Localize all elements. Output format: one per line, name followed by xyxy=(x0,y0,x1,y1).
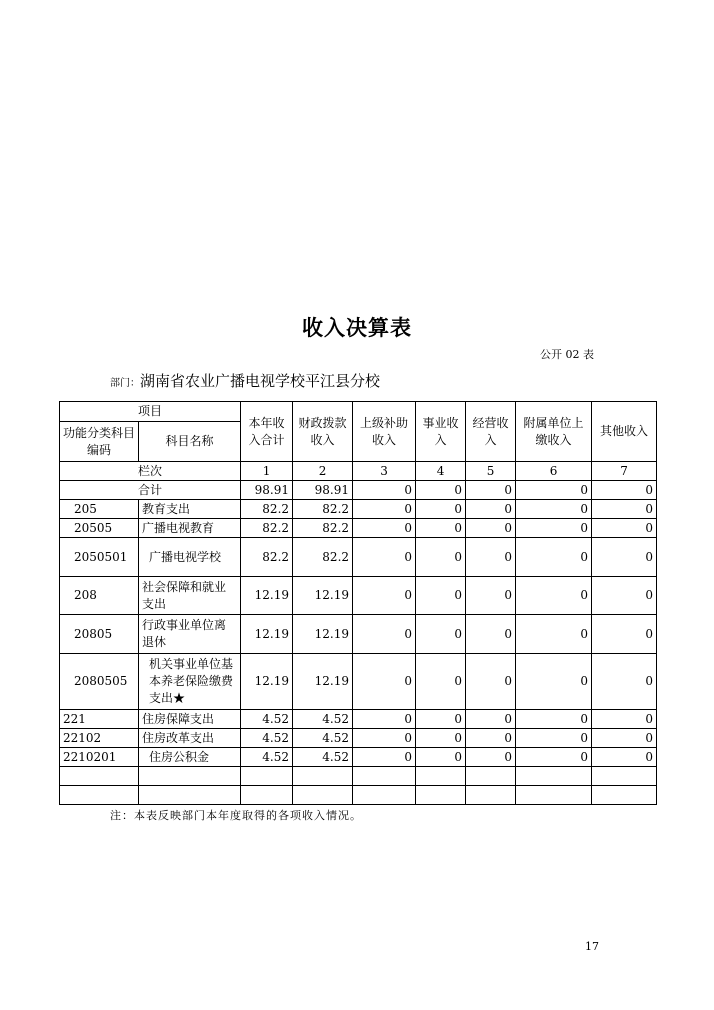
row-value: 0 xyxy=(353,710,416,729)
empty-cell xyxy=(466,767,516,786)
column-number: 3 xyxy=(353,462,416,481)
row-value: 0 xyxy=(416,519,466,538)
header-fiscal: 财政拨款收入 xyxy=(293,402,353,462)
empty-cell xyxy=(466,786,516,805)
header-total: 本年收入合计 xyxy=(241,402,293,462)
table-row xyxy=(60,654,657,710)
table-row xyxy=(60,500,657,519)
row-value: 0 xyxy=(592,577,657,615)
row-value: 4.52 xyxy=(293,748,353,767)
row-code: 2080505 xyxy=(60,654,139,710)
row-value: 0 xyxy=(516,500,592,519)
empty-cell xyxy=(516,767,592,786)
row-value: 12.19 xyxy=(293,654,353,710)
table-row xyxy=(60,538,657,577)
row-value: 0 xyxy=(592,710,657,729)
row-value: 0 xyxy=(516,654,592,710)
header-superior: 上级补助收入 xyxy=(353,402,416,462)
empty-cell xyxy=(139,786,241,805)
row-name: 广播电视学校 xyxy=(139,538,241,577)
income-table xyxy=(59,401,657,805)
empty-row xyxy=(60,786,657,805)
row-value: 0 xyxy=(466,710,516,729)
sum-label: 合计 xyxy=(60,481,241,500)
row-value: 0 xyxy=(466,654,516,710)
empty-cell xyxy=(60,786,139,805)
row-value: 0 xyxy=(516,519,592,538)
header-code: 功能分类科目编码 xyxy=(60,422,139,462)
header-operating: 经营收入 xyxy=(466,402,516,462)
sum-value: 0 xyxy=(353,481,416,500)
row-value: 0 xyxy=(592,615,657,654)
table-row xyxy=(60,577,657,615)
empty-cell xyxy=(592,767,657,786)
row-value: 82.2 xyxy=(293,538,353,577)
row-name: 社会保障和就业支出 xyxy=(139,577,241,615)
header-business: 事业收入 xyxy=(416,402,466,462)
row-value: 4.52 xyxy=(241,710,293,729)
department-label: 部门： xyxy=(110,378,140,389)
row-value: 0 xyxy=(516,748,592,767)
row-code: 208 xyxy=(60,577,139,615)
row-value: 0 xyxy=(353,729,416,748)
row-value: 12.19 xyxy=(241,654,293,710)
row-value: 0 xyxy=(416,615,466,654)
column-number: 6 xyxy=(516,462,592,481)
header-other: 其他收入 xyxy=(592,402,657,462)
column-number-row xyxy=(60,462,657,481)
row-value: 0 xyxy=(466,538,516,577)
row-value: 0 xyxy=(353,654,416,710)
row-value: 0 xyxy=(466,577,516,615)
table-row xyxy=(60,519,657,538)
empty-cell xyxy=(416,786,466,805)
sum-value: 98.91 xyxy=(293,481,353,500)
table-row xyxy=(60,729,657,748)
empty-cell xyxy=(592,786,657,805)
department-line xyxy=(110,370,380,391)
empty-cell xyxy=(516,786,592,805)
column-number-label: 栏次 xyxy=(60,462,241,481)
row-value: 0 xyxy=(353,577,416,615)
row-code: 22102 xyxy=(60,729,139,748)
row-value: 0 xyxy=(416,500,466,519)
sum-value: 98.91 xyxy=(241,481,293,500)
column-number: 4 xyxy=(416,462,466,481)
row-value: 0 xyxy=(592,538,657,577)
document-title: 收入决算表 xyxy=(302,316,412,340)
header-row-1 xyxy=(60,402,657,422)
table-note: 注：本表反映部门本年度取得的各项收入情况。 xyxy=(110,809,362,822)
empty-cell xyxy=(139,767,241,786)
empty-cell xyxy=(353,786,416,805)
row-value: 4.52 xyxy=(241,748,293,767)
row-name: 机关事业单位基本养老保险缴费支出★ xyxy=(139,654,241,710)
empty-cell xyxy=(293,786,353,805)
row-value: 0 xyxy=(516,577,592,615)
row-value: 0 xyxy=(466,519,516,538)
row-value: 0 xyxy=(592,729,657,748)
row-name: 行政事业单位离退休 xyxy=(139,615,241,654)
row-value: 0 xyxy=(466,500,516,519)
row-value: 82.2 xyxy=(241,519,293,538)
row-value: 0 xyxy=(516,615,592,654)
row-name: 住房保障支出 xyxy=(139,710,241,729)
sum-value: 0 xyxy=(416,481,466,500)
header-name: 科目名称 xyxy=(139,422,241,462)
column-number: 7 xyxy=(592,462,657,481)
row-value: 0 xyxy=(516,538,592,577)
row-code: 2050501 xyxy=(60,538,139,577)
row-value: 12.19 xyxy=(293,615,353,654)
row-value: 0 xyxy=(466,615,516,654)
table-row xyxy=(60,748,657,767)
row-value: 4.52 xyxy=(293,710,353,729)
row-code: 20505 xyxy=(60,519,139,538)
row-value: 12.19 xyxy=(241,615,293,654)
row-value: 0 xyxy=(416,577,466,615)
table-row xyxy=(60,615,657,654)
row-value: 82.2 xyxy=(241,538,293,577)
row-value: 0 xyxy=(416,748,466,767)
row-value: 0 xyxy=(353,615,416,654)
row-value: 82.2 xyxy=(241,500,293,519)
sum-value: 0 xyxy=(466,481,516,500)
table-row xyxy=(60,710,657,729)
row-value: 0 xyxy=(516,729,592,748)
sum-value: 0 xyxy=(592,481,657,500)
form-code: 公开 02 表 xyxy=(540,348,594,361)
row-value: 0 xyxy=(353,500,416,519)
row-value: 12.19 xyxy=(241,577,293,615)
row-value: 0 xyxy=(353,519,416,538)
sum-row xyxy=(60,481,657,500)
row-value: 0 xyxy=(416,654,466,710)
row-value: 0 xyxy=(592,748,657,767)
row-value: 82.2 xyxy=(293,500,353,519)
row-value: 0 xyxy=(592,500,657,519)
department-name: 湖南省农业广播电视学校平江县分校 xyxy=(140,372,381,390)
row-name: 广播电视教育 xyxy=(139,519,241,538)
row-value: 4.52 xyxy=(241,729,293,748)
row-code: 2210201 xyxy=(60,748,139,767)
empty-cell xyxy=(416,767,466,786)
row-value: 12.19 xyxy=(293,577,353,615)
row-value: 4.52 xyxy=(293,729,353,748)
header-project: 项目 xyxy=(60,402,241,422)
row-code: 20805 xyxy=(60,615,139,654)
row-value: 0 xyxy=(466,748,516,767)
row-value: 0 xyxy=(353,538,416,577)
empty-cell xyxy=(60,767,139,786)
row-value: 0 xyxy=(416,538,466,577)
row-value: 0 xyxy=(416,729,466,748)
row-name: 住房改革支出 xyxy=(139,729,241,748)
row-value: 0 xyxy=(592,519,657,538)
empty-cell xyxy=(241,786,293,805)
column-number: 5 xyxy=(466,462,516,481)
row-value: 0 xyxy=(353,748,416,767)
header-affiliated: 附属单位上缴收入 xyxy=(516,402,592,462)
empty-row xyxy=(60,767,657,786)
row-value: 0 xyxy=(416,710,466,729)
empty-cell xyxy=(293,767,353,786)
empty-cell xyxy=(353,767,416,786)
page-number: 17 xyxy=(585,940,599,953)
row-name: 教育支出 xyxy=(139,500,241,519)
row-value: 82.2 xyxy=(293,519,353,538)
row-code: 205 xyxy=(60,500,139,519)
row-code: 221 xyxy=(60,710,139,729)
sum-value: 0 xyxy=(516,481,592,500)
column-number: 1 xyxy=(241,462,293,481)
row-value: 0 xyxy=(592,654,657,710)
row-value: 0 xyxy=(516,710,592,729)
column-number: 2 xyxy=(293,462,353,481)
row-value: 0 xyxy=(466,729,516,748)
row-name: 住房公积金 xyxy=(139,748,241,767)
empty-cell xyxy=(241,767,293,786)
